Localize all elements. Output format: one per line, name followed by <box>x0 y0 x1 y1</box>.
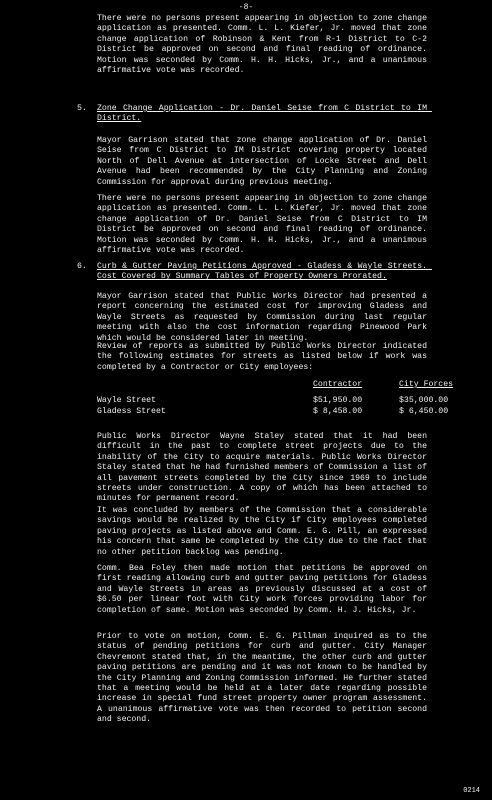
item-6-paragraph-1: Mayor Garrison stated that Public Works Director had presented a report concerning the estimated cost for improving Gladess and Wayle Streets as requested by Commission during last regular meeting with also the cost information regarding Pinewood Park which would be considered later in meeting. <box>97 292 432 343</box>
cost-table-header <box>97 380 459 390</box>
table-row <box>97 407 459 417</box>
item-5-paragraph-2: There were no persons present appearing in objection to zone change application as presented. Comm. L. L. Kiefer, Jr. moved that zone change application of Dr. Daniel Seise from C District to IM District be approved on second and final reading of ordinance. Motion was seconded by Comm. H. H. Hicks, Jr., and a unanimous affirmative vote was recorded. <box>97 194 432 256</box>
item-5-paragraph-1: Mayor Garrison stated that zone change application of Dr. Daniel Seise from C District to IM District covering property located North of Dell Avenue at intersection of Locke Street and Dell Avenue had been recommended by the City Planning and Zoning Commission for approval during previous meeting. <box>97 136 432 187</box>
item-5-heading: Zone Change Application - Dr. Daniel Seise from C District to IM District. <box>97 104 432 124</box>
table-cell-contractor: $51,950.00 <box>313 396 363 406</box>
table-cell-street: Gladess Street <box>97 406 166 416</box>
item-5-number: 5. <box>77 104 87 113</box>
cost-table-header-contractor: Contractor <box>313 380 363 389</box>
item-6-number: 6. <box>77 262 87 271</box>
table-cell-city-forces: $35,000.00 <box>399 396 449 406</box>
intro-paragraph: There were no persons present appearing in objection to zone change application as presented. Comm. L. L. Kiefer, Jr. moved that zone change application of Robinson & Kent from R-1 District to C-2 District be approved on second and final reading of ordinance. Motion was seconded by Comm. H. H. Hicks, Jr., and a unanimous affirmative vote was recorded. <box>97 14 432 76</box>
post-table-paragraph-2: It was concluded by members of the Commission that a considerable savings would be realized by the City if City employees completed paving projects as listed above and Comm. E. G. Pill, an expressed his concern that same be completed by the City due to the fact that no other petition backlog was pending. <box>97 506 432 557</box>
item-6-heading: Curb & Gutter Paving Petitions Approved - Gladess & Wayle Streets. Cost Covered by Summary Tables of Property Owners Prorated. <box>97 262 432 282</box>
table-row <box>97 390 459 406</box>
cost-table-header-blank <box>97 380 313 390</box>
page-number: -8- <box>238 3 254 12</box>
post-table-paragraph-1: Public Works Director Wayne Staley stated that it had been difficult in the past to complete street projects due to the inability of the City to acquire materials. Public Works Director Staley stated that he had furnished members of Commission a list of all pavement streets completed by the City since 1969 to include streets under construction. A copy of which has been attached to minutes for permanent record. <box>97 432 432 504</box>
table-cell-street: Wayle Street <box>97 396 156 406</box>
post-table-paragraph-4: Prior to vote on motion, Comm. E. G. Pillman inquired as to the status of pending petitions for curb and gutter. City Manager Chevremont stated that, in the meantime, the other curb and gutter paving petitions are pending and it was not known to be handled by the City Planning and Zoning Commission informed. He further stated that a meeting would be held at a later date regarding possible increase in special fund street property owner program assessment. A unanimous affirmative vote was then recorded to petition second and second. <box>97 632 432 725</box>
post-table-paragraph-3: Comm. Bea Foley then made motion that petitions be approved on first reading allowing curb and gutter paving petitions for Gladess and Wayle Streets in areas as previously discussed at a cost of $6.50 per linear foot with City work forces providing labor for completion of same. Motion was seconded by Comm. H. J. Hicks, Jr. <box>97 564 432 615</box>
cost-table <box>97 380 459 417</box>
table-cell-contractor: $ 8,458.00 <box>313 406 363 416</box>
table-cell-city-forces: $ 6,450.00 <box>399 406 449 416</box>
item-6-paragraph-2: Review of reports as submitted by Public Works Director indicated the following estimates for streets as listed below if work was completed by a Contractor or City employees: <box>97 342 432 372</box>
cost-table-header-city-forces: City Forces <box>399 380 454 389</box>
footer-mark: 0214 <box>463 786 480 795</box>
